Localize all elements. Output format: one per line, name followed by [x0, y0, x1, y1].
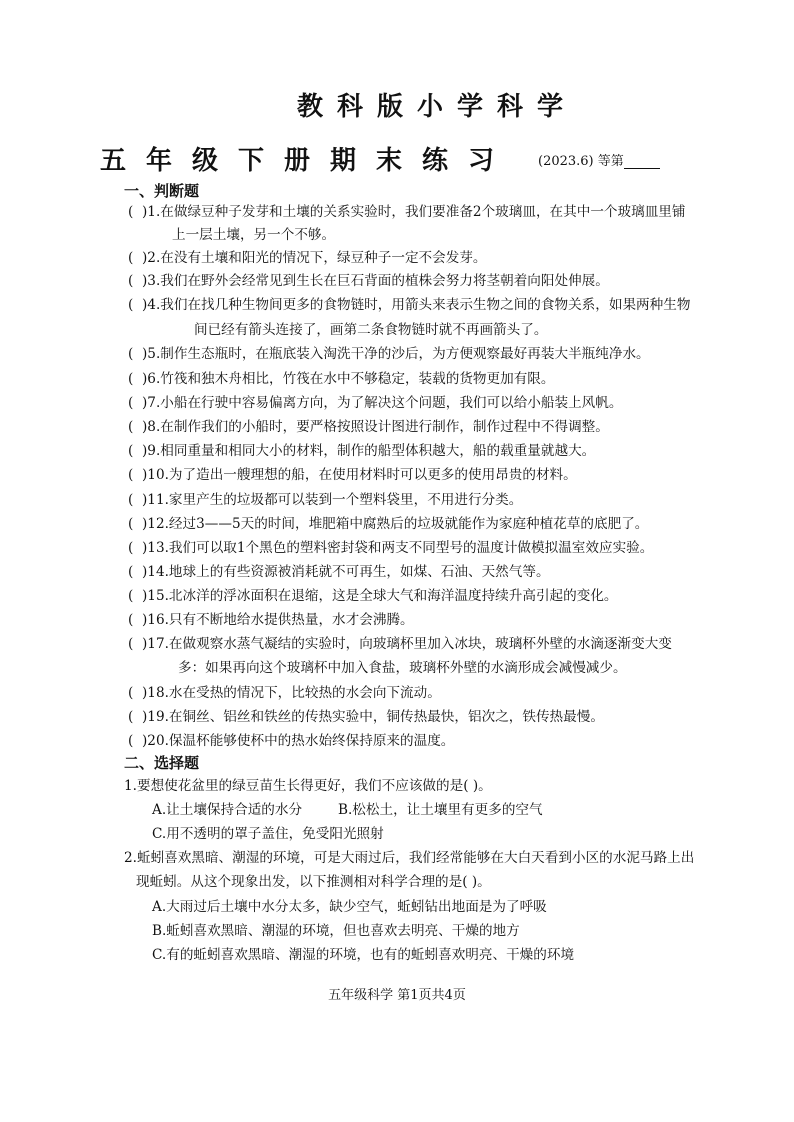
tf-item-10: ( )10.为了造出一艘理想的船，在使用材料时可以更多的使用昂贵的材料。: [128, 464, 728, 486]
answer-blank[interactable]: (: [128, 564, 134, 580]
tf-item-6: ( )6.竹筏和独木舟相比，竹筏在水中不够稳定，装载的货物更加有限。: [128, 368, 728, 390]
tf-item-19: ( )19.在铜丝、铝丝和铁丝的传热实验中，铜传热最快，铝次之，铁传热最慢。: [128, 706, 728, 728]
tf-item-1-cont: 上一层土壤，另一个不够。: [172, 227, 336, 243]
answer-blank[interactable]: (: [128, 297, 134, 313]
choice-q2-stem: 2.蚯蚓喜欢黑暗、潮湿的环境，可是大雨过后，我们经常能够在大白天看到小区的水泥马路上出: [124, 850, 695, 866]
tf-item-18: ( )18.水在受热的情况下，比较热的水会向下流动。: [128, 682, 728, 704]
tf-item-7: ( )7.小船在行驶中容易偏离方向，为了解决这个问题，我们可以给小船装上风帆。: [128, 392, 728, 414]
choice-q2-option-a[interactable]: A.大雨过后土壤中水分太多，缺少空气，蚯蚓钻出地面是为了呼吸: [152, 899, 547, 915]
answer-blank[interactable]: (: [128, 685, 134, 701]
choice-q1-option-b[interactable]: B.松松土，让土壤里有更多的空气: [338, 802, 543, 818]
answer-blank[interactable]: (: [128, 273, 134, 289]
answer-blank[interactable]: (: [128, 709, 134, 725]
tf-item-2: ( )2.在没有土壤和阳光的情况下，绿豆种子一定不会发芽。: [128, 247, 728, 269]
answer-blank[interactable]: (: [128, 516, 134, 532]
answer-blank[interactable]: (: [128, 540, 134, 556]
answer-blank[interactable]: (: [128, 588, 134, 604]
grade-blank[interactable]: [624, 154, 660, 169]
tf-item-17: ( )17.在做观察水蒸气凝结的实验时，向玻璃杯里加入冰块，玻璃杯外壁的水滴逐渐变大变: [128, 633, 728, 655]
choice-q2-stem-cont: 现蚯蚓。从这个现象出发，以下推测相对科学合理的是( )。: [136, 874, 491, 890]
page-title: 教科版小学科学: [296, 92, 577, 122]
choice-q1-option-c[interactable]: C.用不透明的罩子盖住，免受阳光照射: [152, 826, 384, 842]
answer-blank[interactable]: (: [128, 250, 134, 266]
choice-q2-option-b[interactable]: B.蚯蚓喜欢黑暗、潮湿的环境，但也喜欢去明亮、干燥的地方: [152, 923, 520, 939]
answer-blank[interactable]: (: [128, 467, 134, 483]
tf-item-13: ( )13.我们可以取1个黑色的塑料密封袋和两支不同型号的温度计做模拟温室效应实验。: [128, 537, 728, 559]
grade-label: 等第: [597, 154, 624, 169]
choice-q1-stem: 1.要想使花盆里的绿豆苗生长得更好，我们不应该做的是( )。: [124, 778, 492, 794]
tf-item-5: ( )5.制作生态瓶时，在瓶底装入淘洗干净的沙后，为方便观察最好再装大半瓶纯净水。: [128, 343, 728, 365]
answer-blank[interactable]: (: [128, 395, 134, 411]
choice-q2-option-c[interactable]: C.有的蚯蚓喜欢黑暗、潮湿的环境，也有的蚯蚓喜欢明亮、干燥的环境: [152, 947, 575, 963]
tf-item-12: ( )12.经过3——5天的时间，堆肥箱中腐熟后的垃圾就能作为家庭种植花草的底肥了。: [128, 513, 728, 535]
answer-blank[interactable]: (: [128, 733, 134, 749]
choice-q1-option-a[interactable]: A.让土壤保持合适的水分: [152, 802, 303, 818]
tf-item-14: ( )14.地球上的有些资源被消耗就不可再生，如煤、石油、天然气等。: [128, 561, 728, 583]
tf-item-4: ( )4.我们在找几种生物间更多的食物链时，用箭头来表示生物之间的食物关系，如果两种生物: [128, 294, 728, 316]
tf-item-1: ( )1.在做绿豆种子发芽和土壤的关系实验时，我们要准备2个玻璃皿，在其中一个玻璃皿里铺: [128, 201, 728, 223]
tf-item-4-cont: 间已经有箭头连接了，画第二条食物链时就不再画箭头了。: [194, 322, 548, 338]
answer-blank[interactable]: (: [128, 419, 134, 435]
tf-item-9: ( )9.相同重量和相同大小的材料，制作的船型体积越大，船的载重量就越大。: [128, 440, 728, 462]
page-subtitle: 五年级下册期末练习: [100, 146, 515, 176]
tf-item-20: ( )20.保温杯能够使杯中的热水始终保持原来的温度。: [128, 730, 728, 752]
tf-item-17-cont: 多：如果再向这个玻璃杯中加入食盐，玻璃杯外壁的水滴形成会减慢减少。: [178, 660, 627, 676]
page-footer: 五年级科学 第1页共4页: [328, 988, 466, 1003]
tf-item-3: ( )3.我们在野外会经常见到生长在巨石背面的植株会努力将茎朝着向阳处伸展。: [128, 270, 728, 292]
section-true-false-heading: 一、判断题: [124, 182, 200, 200]
date-and-grade: [538, 150, 660, 169]
tf-item-16: ( )16.只有不断地给水提供热量，水才会沸腾。: [128, 609, 728, 631]
answer-blank[interactable]: (: [128, 443, 134, 459]
exam-date: (2023.6): [538, 154, 594, 169]
answer-blank[interactable]: (: [128, 612, 134, 628]
answer-blank[interactable]: (: [128, 492, 134, 508]
answer-blank[interactable]: (: [128, 636, 134, 652]
answer-blank[interactable]: (: [128, 371, 134, 387]
tf-item-8: ( )8.在制作我们的小船时，要严格按照设计图进行制作，制作过程中不得调整。: [128, 416, 728, 438]
answer-blank[interactable]: (: [128, 346, 134, 362]
answer-blank[interactable]: (: [128, 204, 134, 220]
tf-item-15: ( )15.北冰洋的浮冰面积在退缩，这是全球大气和海洋温度持续升高引起的变化。: [128, 585, 728, 607]
tf-item-11: ( )11.家里产生的垃圾都可以装到一个塑料袋里，不用进行分类。: [128, 489, 728, 511]
section-choice-heading: 二、选择题: [124, 754, 200, 772]
